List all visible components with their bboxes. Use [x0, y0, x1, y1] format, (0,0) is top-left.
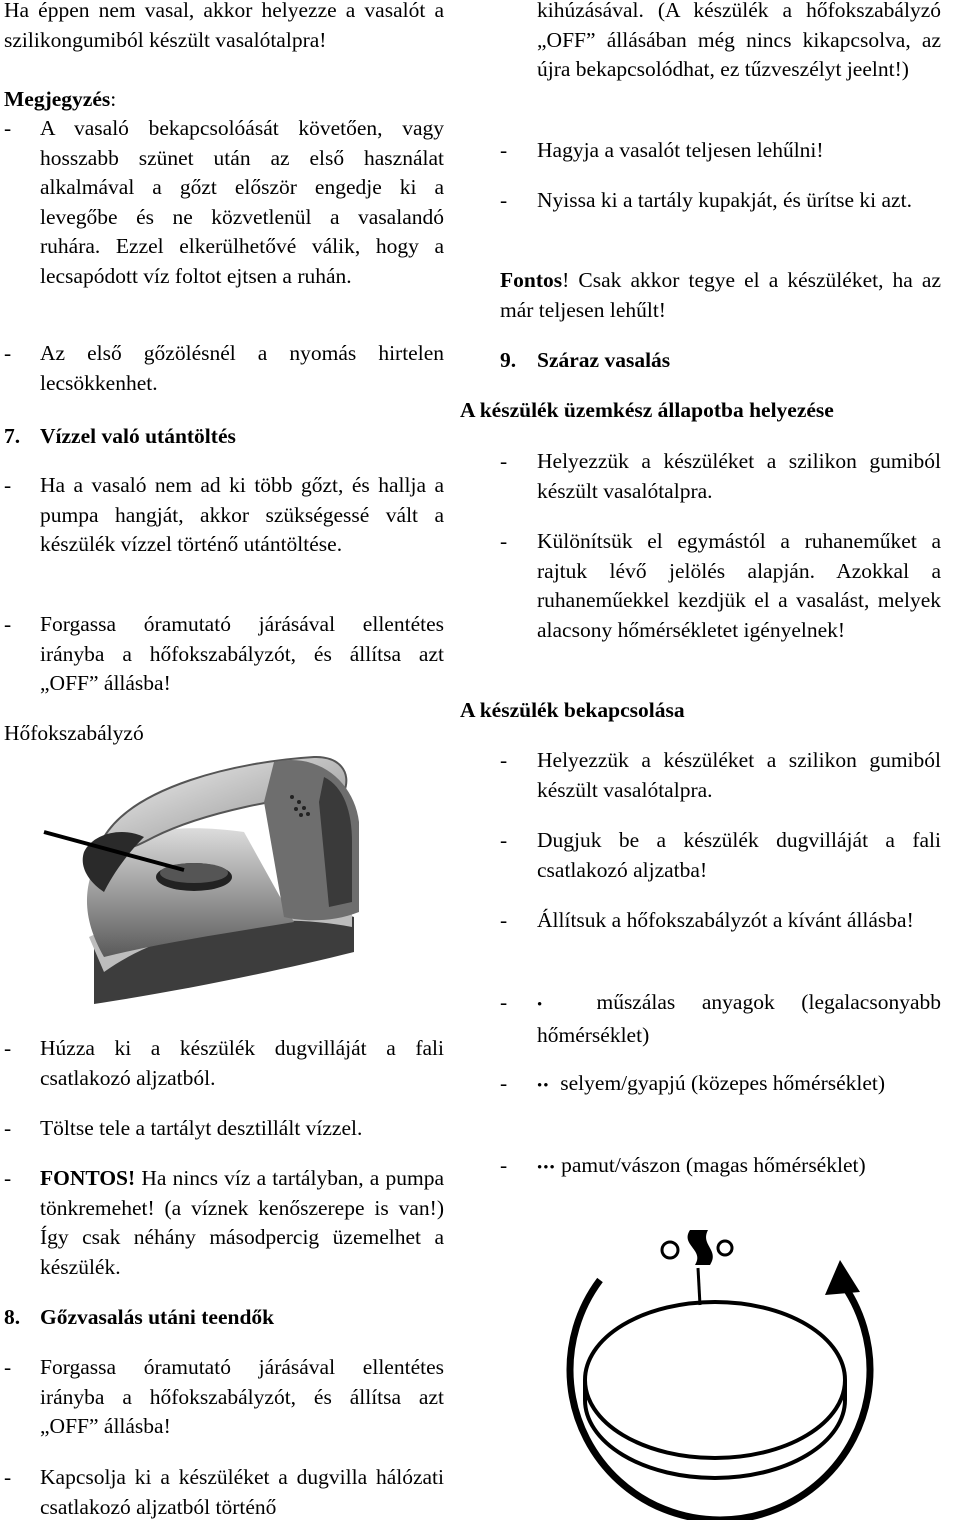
- dash: -: [4, 1355, 12, 1379]
- dash: -: [500, 748, 508, 772]
- dash: -: [500, 138, 508, 162]
- dash: -: [4, 1465, 12, 1489]
- right-item-2: [460, 186, 941, 246]
- fontos-label: Fontos: [500, 268, 563, 292]
- note-item-text: A vasaló bekapcsolóását követően, vagy hosszabb szünet után az első használat alkalmával a gőzt először engedje ki a levegőbe és ne közvetlenül a vasalandó ruhára. Ezzel elkerülhetővé válik, hogy a lecsapódott víz foltot ejtsen a ruhán.: [40, 116, 444, 288]
- dash: -: [500, 908, 508, 932]
- after-figure-item-2: [4, 1114, 444, 1144]
- fontos-label: FONTOS!: [40, 1166, 136, 1190]
- temp-text: pamut/vászon (magas hőmérséklet): [561, 1153, 866, 1177]
- section-8-title: Gőzvasalás utáni teendők: [40, 1305, 275, 1329]
- switch-on-item-text: Helyezzük a készüléket a szilikon gumiból készült vasalótalpra.: [537, 748, 941, 802]
- after-figure-item-text: Húzza ki a készülék dugvilláját a fali csatlakozó aljzatból.: [40, 1036, 444, 1090]
- fontos-warning: [4, 1164, 444, 1284]
- note-item-text: Az első gőzölésnél a nyomás hirtelen lecsökkenhet.: [40, 341, 444, 395]
- fontos-text: Ha nincs víz a tartályban, a pumpa tönkremehet! (a víznek kenőszerepe is van!) Így csak néhány másodpercig üzemelhet a készülék.: [40, 1166, 444, 1279]
- switch-on-item-2: [460, 826, 941, 886]
- switch-on-item-text: Dugjuk be a készülék dugvilláját a fali csatlakozó aljzatba!: [537, 828, 941, 882]
- dash: -: [500, 828, 508, 852]
- switch-on-item-1: [460, 746, 941, 806]
- section-7-item-2: [4, 610, 444, 700]
- note-item-1: [4, 114, 444, 324]
- temp-item-medium: [460, 1069, 941, 1129]
- temp-text: műszálas anyagok (legalacsonyabb hőmérséklet): [537, 990, 941, 1047]
- note-heading: [4, 85, 444, 115]
- temp-dots-two: ••: [537, 1078, 550, 1094]
- continuation-paragraph: kihúzásával. (A készülék a hőfokszabályzó „OFF” állásában még nincs kikapcsolva, az újra bekapcsolódhat, ez tűzveszélyt jeelnt!): [537, 0, 941, 81]
- dash: -: [4, 1166, 12, 1190]
- section-9-heading: [500, 346, 671, 376]
- ready-item-2: [460, 527, 941, 677]
- section-9-title: Száraz vasalás: [537, 348, 671, 372]
- right-item-1: [460, 136, 941, 166]
- dash: -: [4, 1116, 12, 1140]
- section-8-item-text: Forgassa óramutató járásával ellentétes irányba a hőfokszabályzót, és állítsa azt „OFF” állásba!: [40, 1355, 444, 1438]
- temp-text: selyem/gyapjú (közepes hőmérséklet): [560, 1071, 886, 1095]
- section-8-item-1: [4, 1353, 444, 1443]
- right-item-text: Hagyja a vasalót teljesen lehűlni!: [537, 138, 824, 162]
- dash: -: [4, 116, 12, 140]
- section-8-heading: [4, 1303, 275, 1333]
- section-7-item-1: [4, 471, 444, 591]
- dash: -: [500, 990, 508, 1014]
- fontos-text: ! Csak akkor tegye el a készüléket, ha az már teljesen lehűlt!: [500, 268, 941, 322]
- ready-item-text: Különítsük el egymástól a ruhaneműket a rajtuk lévő jelölés alapján. Azokkal a ruhaneműekkel kezdjük el a vasalást, melyek alacsony hőmérsékletet igényelnek!: [537, 529, 941, 642]
- note-colon: :: [110, 87, 117, 111]
- section-8-item-text: Kapcsolja ki a készüléket a dugvilla hálózati csatlakozó aljzatból történő: [40, 1465, 444, 1519]
- left-column: [4, 0, 444, 1520]
- switch-on-item-3: [460, 906, 941, 966]
- temp-dots-one: •: [537, 997, 544, 1013]
- section-8-number: 8.: [4, 1305, 21, 1329]
- right-item-text: Nyissa ki a tartály kupakját, és ürítse ki azt.: [537, 188, 912, 212]
- section-8-item-2: [4, 1463, 444, 1523]
- dash: -: [4, 341, 12, 365]
- steam-iron-illustration: [34, 742, 374, 1012]
- ready-item-1: [460, 447, 941, 507]
- figure-label: Hőfokszabályzó: [4, 721, 144, 745]
- intro-paragraph: Ha éppen nem vasal, akkor helyezze a vasalót a szilikongumiból készült vasalótalpra!: [4, 0, 444, 52]
- fontos-note: [500, 266, 941, 325]
- dash: -: [4, 473, 12, 497]
- section-7-item-text: Ha a vasaló nem ad ki több gőzt, és hallja a pumpa hangját, akkor szükségessé vált a készülék vízzel történő utántöltése.: [40, 473, 444, 556]
- dash: -: [500, 1153, 508, 1177]
- section-7-heading: [4, 422, 236, 452]
- dash: -: [500, 1071, 508, 1095]
- temp-item-low: [460, 988, 941, 1048]
- note-label: Megjegyzés: [4, 87, 111, 111]
- temp-dots-three: •••: [537, 1160, 556, 1176]
- right-column: [460, 0, 941, 1520]
- dash: -: [4, 612, 12, 636]
- subheading-switch-on: A készülék bekapcsolása: [460, 698, 685, 722]
- section-7-item-text: Forgassa óramutató járásával ellentétes irányba a hőfokszabályzót, és állítsa azt „OFF” állásba!: [40, 612, 444, 695]
- ready-item-text: Helyezzük a készüléket a szilikon gumiból készült vasalótalpra.: [537, 449, 941, 503]
- dash: -: [4, 1036, 12, 1060]
- section-9-number: 9.: [500, 348, 517, 372]
- section-7-number: 7.: [4, 424, 21, 448]
- switch-on-item-text: Állítsuk a hőfokszabályzót a kívánt állásba!: [537, 908, 914, 932]
- dash: -: [500, 188, 508, 212]
- note-item-2: [4, 339, 444, 399]
- after-figure-item-1: [4, 1034, 444, 1094]
- temp-item-high: [460, 1151, 941, 1181]
- subheading-ready-state: A készülék üzemkész állapotba helyezése: [460, 398, 834, 422]
- dash: -: [500, 529, 508, 553]
- after-figure-item-text: Töltse tele a tartályt desztillált vízzel.: [40, 1116, 363, 1140]
- dash: -: [500, 449, 508, 473]
- section-7-title: Vízzel való utántöltés: [40, 424, 236, 448]
- temperature-dial-illustration: [540, 1210, 880, 1520]
